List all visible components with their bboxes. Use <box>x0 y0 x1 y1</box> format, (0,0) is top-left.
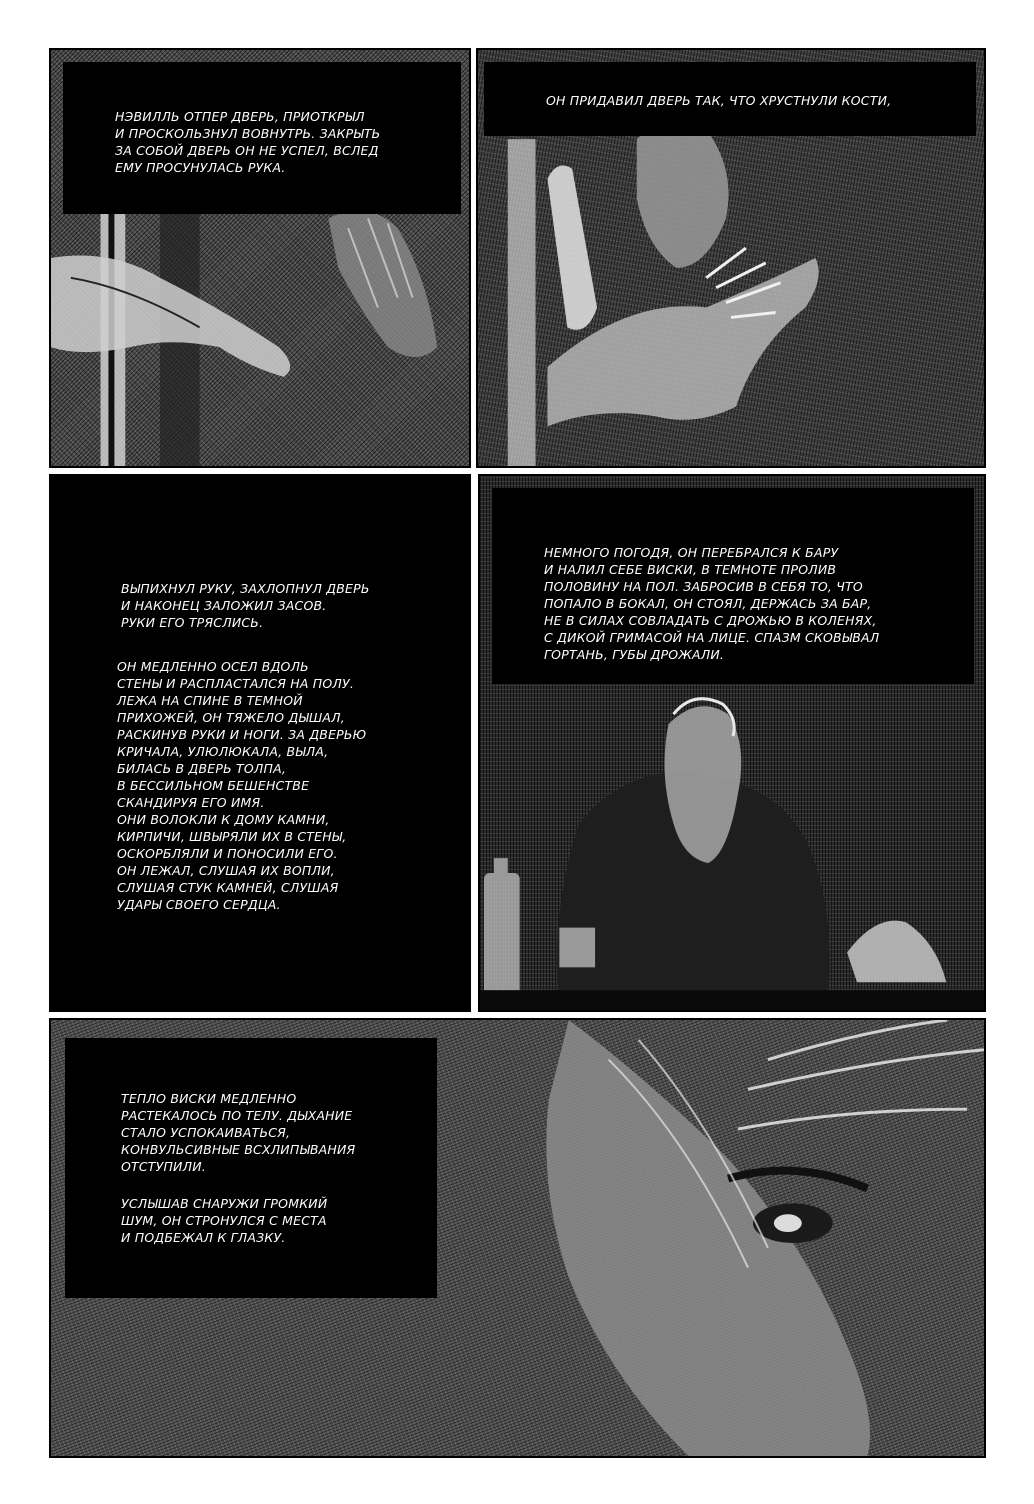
caption-box <box>65 1038 437 1298</box>
caption-box <box>492 488 974 684</box>
caption-text-1: ВЫПИХНУЛ РУКУ, ЗАХЛОПНУЛ ДВЕРЬ И НАКОНЕЦ ЗАЛОЖИЛ ЗАСОВ. РУКИ ЕГО ТРЯСЛИСЬ. <box>121 581 370 630</box>
caption-text-1: ТЕПЛО ВИСКИ МЕДЛЕННО РАСТЕКАЛОСЬ ПО ТЕЛУ. ДЫХАНИЕ СТАЛО УСПОКАИВАТЬСЯ, КОНВУЛЬСИВНЫЕ ВСХЛИПЫВАНИЯ ОТСТУПИЛИ. <box>121 1091 356 1174</box>
panel-5-face-closeup <box>49 1018 986 1458</box>
panel-1-door-hand <box>49 48 471 468</box>
caption-text: НЭВИЛЛЬ ОТПЕР ДВЕРЬ, ПРИОТКРЫЛ И ПРОСКОЛЬЗНУЛ ВОВНУТРЬ. ЗАКРЫТЬ ЗА СОБОЙ ДВЕРЬ ОН НЕ УСПЕЛ, ВСЛЕД ЕМУ ПРОСУНУЛАСЬ РУКА. <box>115 109 381 175</box>
panel-2-man-pressing-door <box>476 48 986 468</box>
caption-box <box>63 62 461 214</box>
caption-box <box>484 62 976 136</box>
panel-4-man-at-bar <box>478 474 986 1012</box>
caption-text: ОН ПРИДАВИЛ ДВЕРЬ ТАК, ЧТО ХРУСТНУЛИ КОСТИ, <box>546 93 892 108</box>
caption-text-2: УСЛЫШАВ СНАРУЖИ ГРОМКИЙ ШУМ, ОН СТРОНУЛСЯ С МЕСТА И ПОДБЕЖАЛ К ГЛАЗКУ. <box>121 1196 328 1245</box>
panel-3-text-panel <box>49 474 471 1012</box>
caption-text-2: ОН МЕДЛЕННО ОСЕЛ ВДОЛЬ СТЕНЫ И РАСПЛАСТАЛСЯ НА ПОЛУ. ЛЕЖА НА СПИНЕ В ТЕМНОЙ ПРИХОЖЕЙ, ОН ТЯЖЕЛО ДЫШАЛ, РАСКИНУВ РУКИ И НОГИ. ЗА ДВЕРЬЮ КРИЧАЛА, УЛЮЛЮКАЛА, ВЫЛА, БИЛАСЬ В ДВЕРЬ ТОЛПА, В БЕССИЛЬНОМ БЕШЕНСТВЕ СКАНДИРУЯ ЕГО ИМЯ. ОНИ ВОЛОКЛИ К ДОМУ КАМНИ, КИРПИЧИ, ШВЫРЯЛИ ИХ В СТЕНЫ, ОСКОРБЛЯЛИ И ПОНОСИЛИ ЕГО. ОН ЛЕЖАЛ, СЛУШАЯ ИХ ВОПЛИ, СЛУШАЯ СТУК КАМНЕЙ, СЛУШАЯ УДАРЫ СВОЕГО СЕРДЦА. <box>117 659 367 912</box>
caption-box-2 <box>51 658 471 918</box>
caption-text: НЕМНОГО ПОГОДЯ, ОН ПЕРЕБРАЛСЯ К БАРУ И НАЛИЛ СЕБЕ ВИСКИ, В ТЕМНОТЕ ПРОЛИВ ПОЛОВИНУ НА ПОЛ. ЗАБРОСИВ В СЕБЯ ТО, ЧТО ПОПАЛО В БОКАЛ, ОН СТОЯЛ, ДЕРЖАСЬ ЗА БАР, НЕ В СИЛАХ СОВЛАДАТЬ С ДРОЖЬЮ В КОЛЕНЯХ, С ДИКОЙ ГРИМАСОЙ НА ЛИЦЕ. СПАЗМ СКОВЫВАЛ ГОРТАНЬ, ГУБЫ ДРОЖАЛИ. <box>544 545 880 662</box>
caption-box-1 <box>51 580 471 640</box>
